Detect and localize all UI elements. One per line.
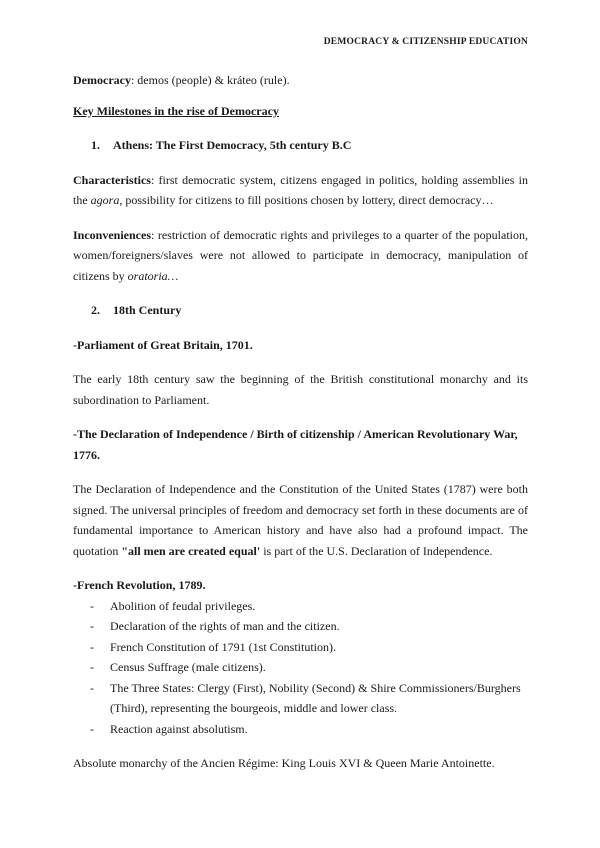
characteristics-label: Characteristics <box>73 172 151 187</box>
agora-term: agora <box>90 193 120 207</box>
heading-athens <box>73 135 528 156</box>
heading-text: Athens: The First Democracy, 5th century B.C <box>113 138 352 152</box>
list-item-text: Declaration of the rights of man and the citizen. <box>110 619 340 633</box>
heading-text: 18th Century <box>113 303 182 317</box>
list-item-text: French Constitution of 1791 (1st Constitution). <box>110 639 337 654</box>
inconveniences-text: : restriction of democratic rights and privileges to a quarter of the population, women/foreigners/slaves were not allowed to participate in democracy, manipulation of citizens by <box>73 227 528 283</box>
characteristics-text-end: , possibility for citizens to fill positions chosen by lottery, direct democracy… <box>119 193 494 207</box>
equality-quote: "all men are created equal' <box>121 543 261 558</box>
closing-paragraph: Absolute monarchy of the Ancien Régime: King Louis XVI & Queen Marie Antoinette. <box>73 756 495 770</box>
independence-heading: -The Declaration of Independence / Birth of citizenship / American Revolutionary War, 1776. <box>73 427 518 462</box>
definition-term: Democracy <box>73 73 131 87</box>
bullet-dash: - <box>90 639 94 654</box>
definition-paragraph <box>73 70 528 91</box>
inconveniences-paragraph <box>73 225 528 287</box>
inconveniences-label: Inconveniences <box>73 227 151 242</box>
bullet-dash: - <box>90 660 94 674</box>
parliament-heading: -Parliament of Great Britain, 1701. <box>73 337 253 352</box>
list-item <box>73 637 528 658</box>
list-item <box>73 616 528 637</box>
bullet-dash: - <box>90 721 94 736</box>
independence-text: The Declaration of Independence and the Constitution of the United States (1787) were both signed. The universal principles of freedom and democracy set forth in these documents are of fundamental importance to American history and have also had a profound impact. The quotation <box>73 482 528 558</box>
list-item-text: Census Suffrage (male citizens). <box>110 660 266 674</box>
definition-text: : demos (people) & kráteo (rule). <box>130 73 290 87</box>
characteristics-paragraph <box>73 170 528 211</box>
heading-number: 1. <box>91 138 100 152</box>
running-header: DEMOCRACY & CITIZENSHIP EDUCATION <box>323 37 528 47</box>
oratoria-term: oratoria… <box>127 268 179 283</box>
independence-text-end: is part of the U.S. Declaration of Independence. <box>260 543 493 558</box>
heading-18th-century <box>73 300 528 321</box>
list-item-text: Abolition of feudal privileges. <box>110 598 256 613</box>
document-body <box>73 70 528 774</box>
bullet-dash: - <box>90 680 94 695</box>
bullet-dash: - <box>90 619 94 633</box>
list-item <box>73 678 528 719</box>
list-item <box>73 657 528 678</box>
french-revolution-list <box>73 596 528 740</box>
french-revolution-heading: -French Revolution, 1789. <box>73 578 206 592</box>
bullet-dash: - <box>90 598 94 613</box>
list-item-text: Reaction against absolutism. <box>110 721 248 736</box>
section-title: Key Milestones in the rise of Democracy <box>73 103 279 118</box>
list-item <box>73 596 528 617</box>
characteristics-text: : first democratic system, citizens engaged in politics, holding assemblies in the <box>73 172 528 207</box>
heading-number: 2. <box>91 303 100 317</box>
parliament-paragraph: The early 18th century saw the beginning of the British constitutional monarchy and its subordination to Parliament. <box>73 372 528 407</box>
list-item-text: The Three States: Clergy (First), Nobility (Second) & Shire Commissioners/Burghers (Third), representing the bourgeois, middle and lower class. <box>110 680 521 715</box>
independence-paragraph <box>73 479 528 561</box>
list-item <box>73 719 528 740</box>
